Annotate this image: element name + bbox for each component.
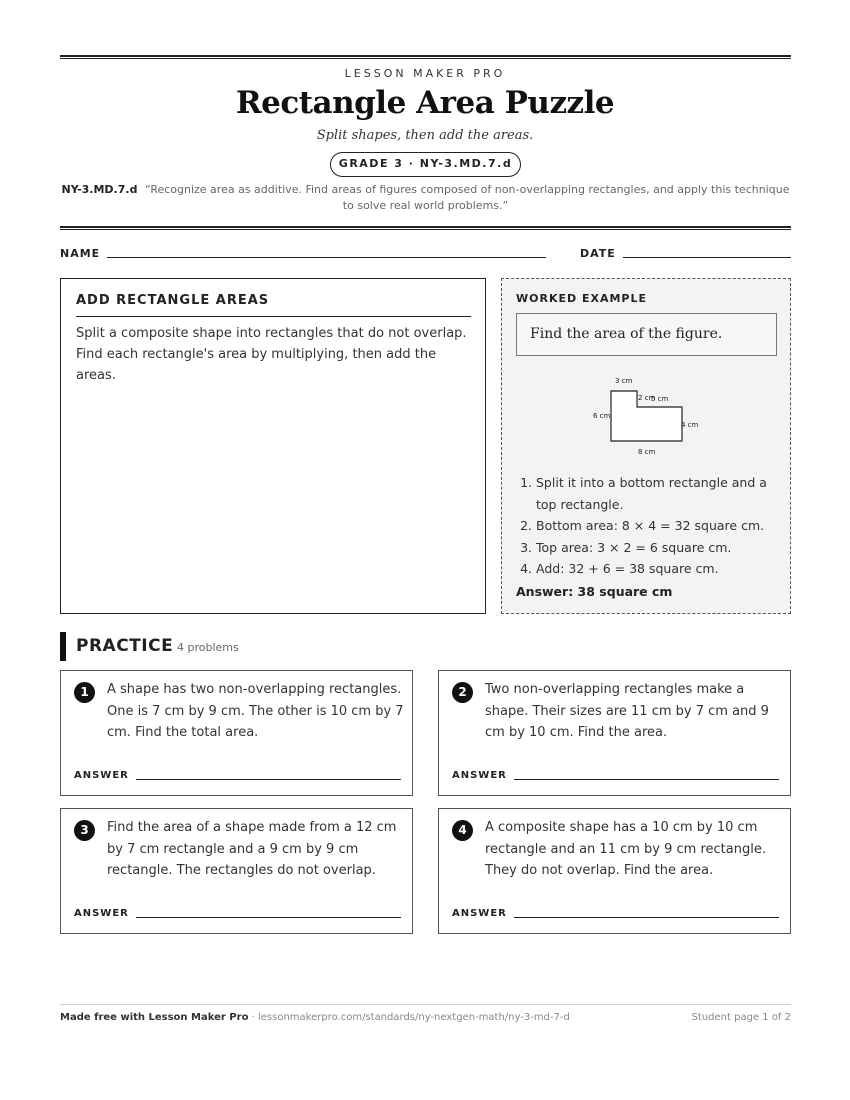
lesson-heading: ADD RECTANGLE AREAS [76,293,471,317]
answer-field[interactable] [136,779,401,780]
footer-credit [60,1012,570,1023]
step-item: 3. Top area: 3 × 2 = 6 square cm. [520,539,732,555]
worked-example-prompt: Find the area of the figure. [516,313,777,356]
worked-example-heading: WORKED EXAMPLE [516,292,647,305]
problem-text: Find the area of a shape made from a 12 cm by 7 cm rectangle and a 9 cm by 9 cm rectangle. The rectangles do not overlap. [107,820,397,878]
label-left: 6 cm [593,412,611,420]
footer-rule [60,1004,791,1005]
brand-name: LESSON MAKER PRO [344,67,506,80]
problem-card-2 [438,670,791,796]
composite-shape-figure [582,371,712,461]
grade-badge: GRADE 3 · NY-3.MD.7.d [330,152,521,177]
answer-label: ANSWER [74,770,129,781]
problem-number: 3 [74,820,95,841]
worked-example-box [501,278,791,614]
header-bottom-rule [60,226,791,230]
answer-field[interactable] [514,779,779,780]
standard-code: NY-3.MD.7.d [61,183,138,196]
answer-label: ANSWER [74,908,129,919]
problem-text: Two non-overlapping rectangles make a shape. Their sizes are 11 cm by 7 cm and 9 cm by 10 cm. Find the area. [485,682,769,740]
top-rule [60,55,791,59]
problem-text: A composite shape has a 10 cm by 10 cm rectangle and an 11 cm by 9 cm rectangle. They do not overlap. Find the area. [485,820,766,878]
label-bottom: 8 cm [638,448,656,456]
label-step-vertical: 2 cm [638,394,656,402]
footer-url[interactable]: · lessonmakerpro.com/standards/ny-nextgen-math/ny-3-md-7-d [248,1012,570,1023]
label-top: 3 cm [615,377,633,385]
footer-made-with: Made free with Lesson Maker Pro [60,1012,249,1023]
worked-example-answer: Answer: 38 square cm [516,584,673,599]
footer-page-number: Student page 1 of 2 [691,1012,791,1023]
problem-card-4 [438,808,791,934]
name-label: NAME [60,247,101,260]
problem-number: 2 [452,682,473,703]
standard-description [60,182,791,214]
answer-field[interactable] [136,917,401,918]
answer-field[interactable] [514,917,779,918]
standard-text: “Recognize area as additive. Find areas of figures composed of non-overlapping rectangles, and apply this technique to solve real world problems.” [144,183,790,212]
page-title: Rectangle Area Puzzle [235,85,615,121]
practice-title: PRACTICE [76,636,174,656]
lesson-box [60,278,486,614]
page-subtitle: Split shapes, then add the areas. [316,128,534,143]
worked-example-steps [516,472,776,580]
practice-count: 4 problems [177,641,239,654]
problem-text: A shape has two non-overlapping rectangles. One is 7 cm by 9 cm. The other is 10 cm by 7 cm. Find the total area. [107,682,404,740]
name-field[interactable] [107,257,546,258]
label-right: 4 cm [681,421,699,429]
lesson-body: Split a composite shape into rectangles that do not overlap. Find each rectangle's area by multiplying, then add the areas. [76,326,467,383]
problem-number: 4 [452,820,473,841]
date-label: DATE [580,247,616,260]
step-item: 2. Bottom area: 8 × 4 = 32 square cm. [520,518,765,533]
label-step-horizontal: 5 cm [651,395,669,403]
step-item: 1. Split it into a bottom rectangle and a top rectangle. [520,475,767,512]
step-item: 4. Add: 32 + 6 = 38 square cm. [520,561,719,576]
answer-label: ANSWER [452,770,507,781]
problem-card-1 [60,670,413,796]
problem-card-3 [60,808,413,934]
practice-accent-bar [60,632,66,661]
problem-number: 1 [74,682,95,703]
answer-label: ANSWER [452,908,507,919]
date-field[interactable] [623,257,791,258]
